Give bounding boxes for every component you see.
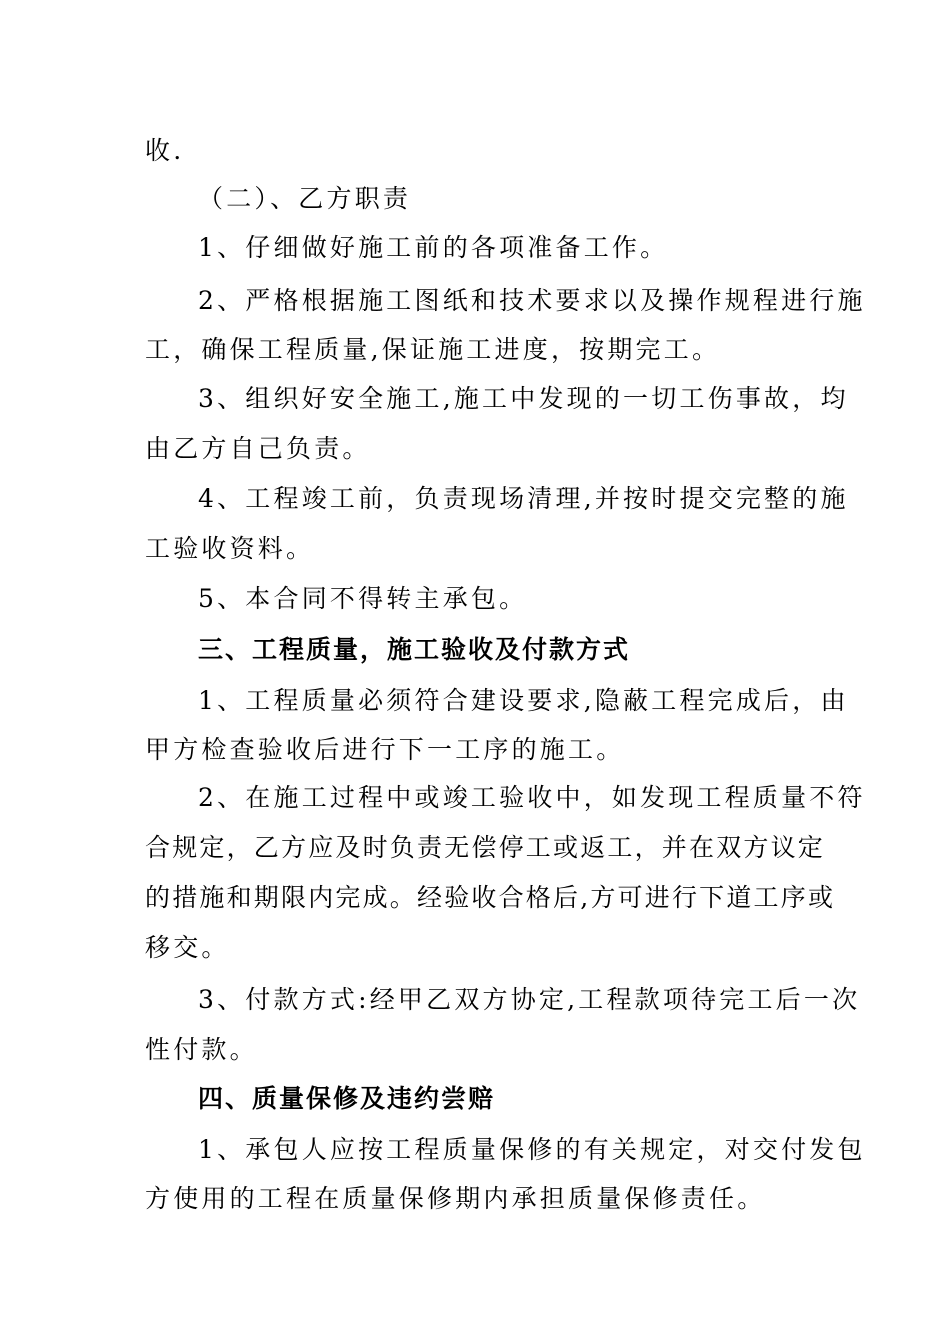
paragraph-line: 5、本合同不得转主承包。	[198, 584, 528, 613]
paragraph-line: 甲方检查验收后进行下一工序的施工。	[145, 735, 625, 764]
paragraph-line: 2、在施工过程中或竣工验收中，如发现工程质量不符	[198, 783, 866, 812]
paragraph-line: 3、组织好安全施工,施工中发现的一切工伤事故，均	[198, 384, 849, 413]
paragraph-line: 2、严格根据施工图纸和技术要求以及操作规程进行施	[198, 286, 866, 315]
paragraph-line: 1、工程质量必须符合建设要求,隐蔽工程完成后，由	[198, 686, 849, 715]
paragraph-line: 工验收资料。	[145, 534, 315, 563]
paragraph-line: 4、工程竣工前，负责现场清理,并按时提交完整的施	[198, 484, 849, 513]
paragraph-line: 性付款。	[145, 1035, 258, 1064]
paragraph-line: 的措施和期限内完成。经验收合格后,方可进行下道工序或	[145, 883, 836, 912]
section-heading-quality-acceptance-payment: 三、工程质量，施工验收及付款方式	[198, 635, 631, 664]
paragraph-line: 移交。	[145, 933, 230, 962]
section-heading-warranty-breach: 四、质量保修及违约尝赔	[198, 1084, 496, 1113]
paragraph-line: 1、承包人应按工程质量保修的有关规定，对交付发包	[198, 1135, 866, 1164]
paragraph-line: 工，确保工程质量,保证施工进度，按期完工。	[145, 335, 721, 364]
paragraph-line: 由乙方自己负责。	[145, 434, 371, 463]
text-line-continuation: 收.	[145, 136, 185, 165]
paragraph-line: 1、仔细做好施工前的各项准备工作。	[198, 233, 669, 262]
paragraph-line: 合规定，乙方应及时负责无偿停工或返工，并在双方议定	[145, 833, 826, 862]
subsection-heading-party-b-duties: （二）、乙方职责	[198, 184, 412, 213]
paragraph-line: 3、付款方式:经甲乙双方协定,工程款项待完工后一次	[198, 985, 861, 1014]
paragraph-line: 方使用的工程在质量保修期内承担质量保修责任。	[145, 1184, 766, 1213]
